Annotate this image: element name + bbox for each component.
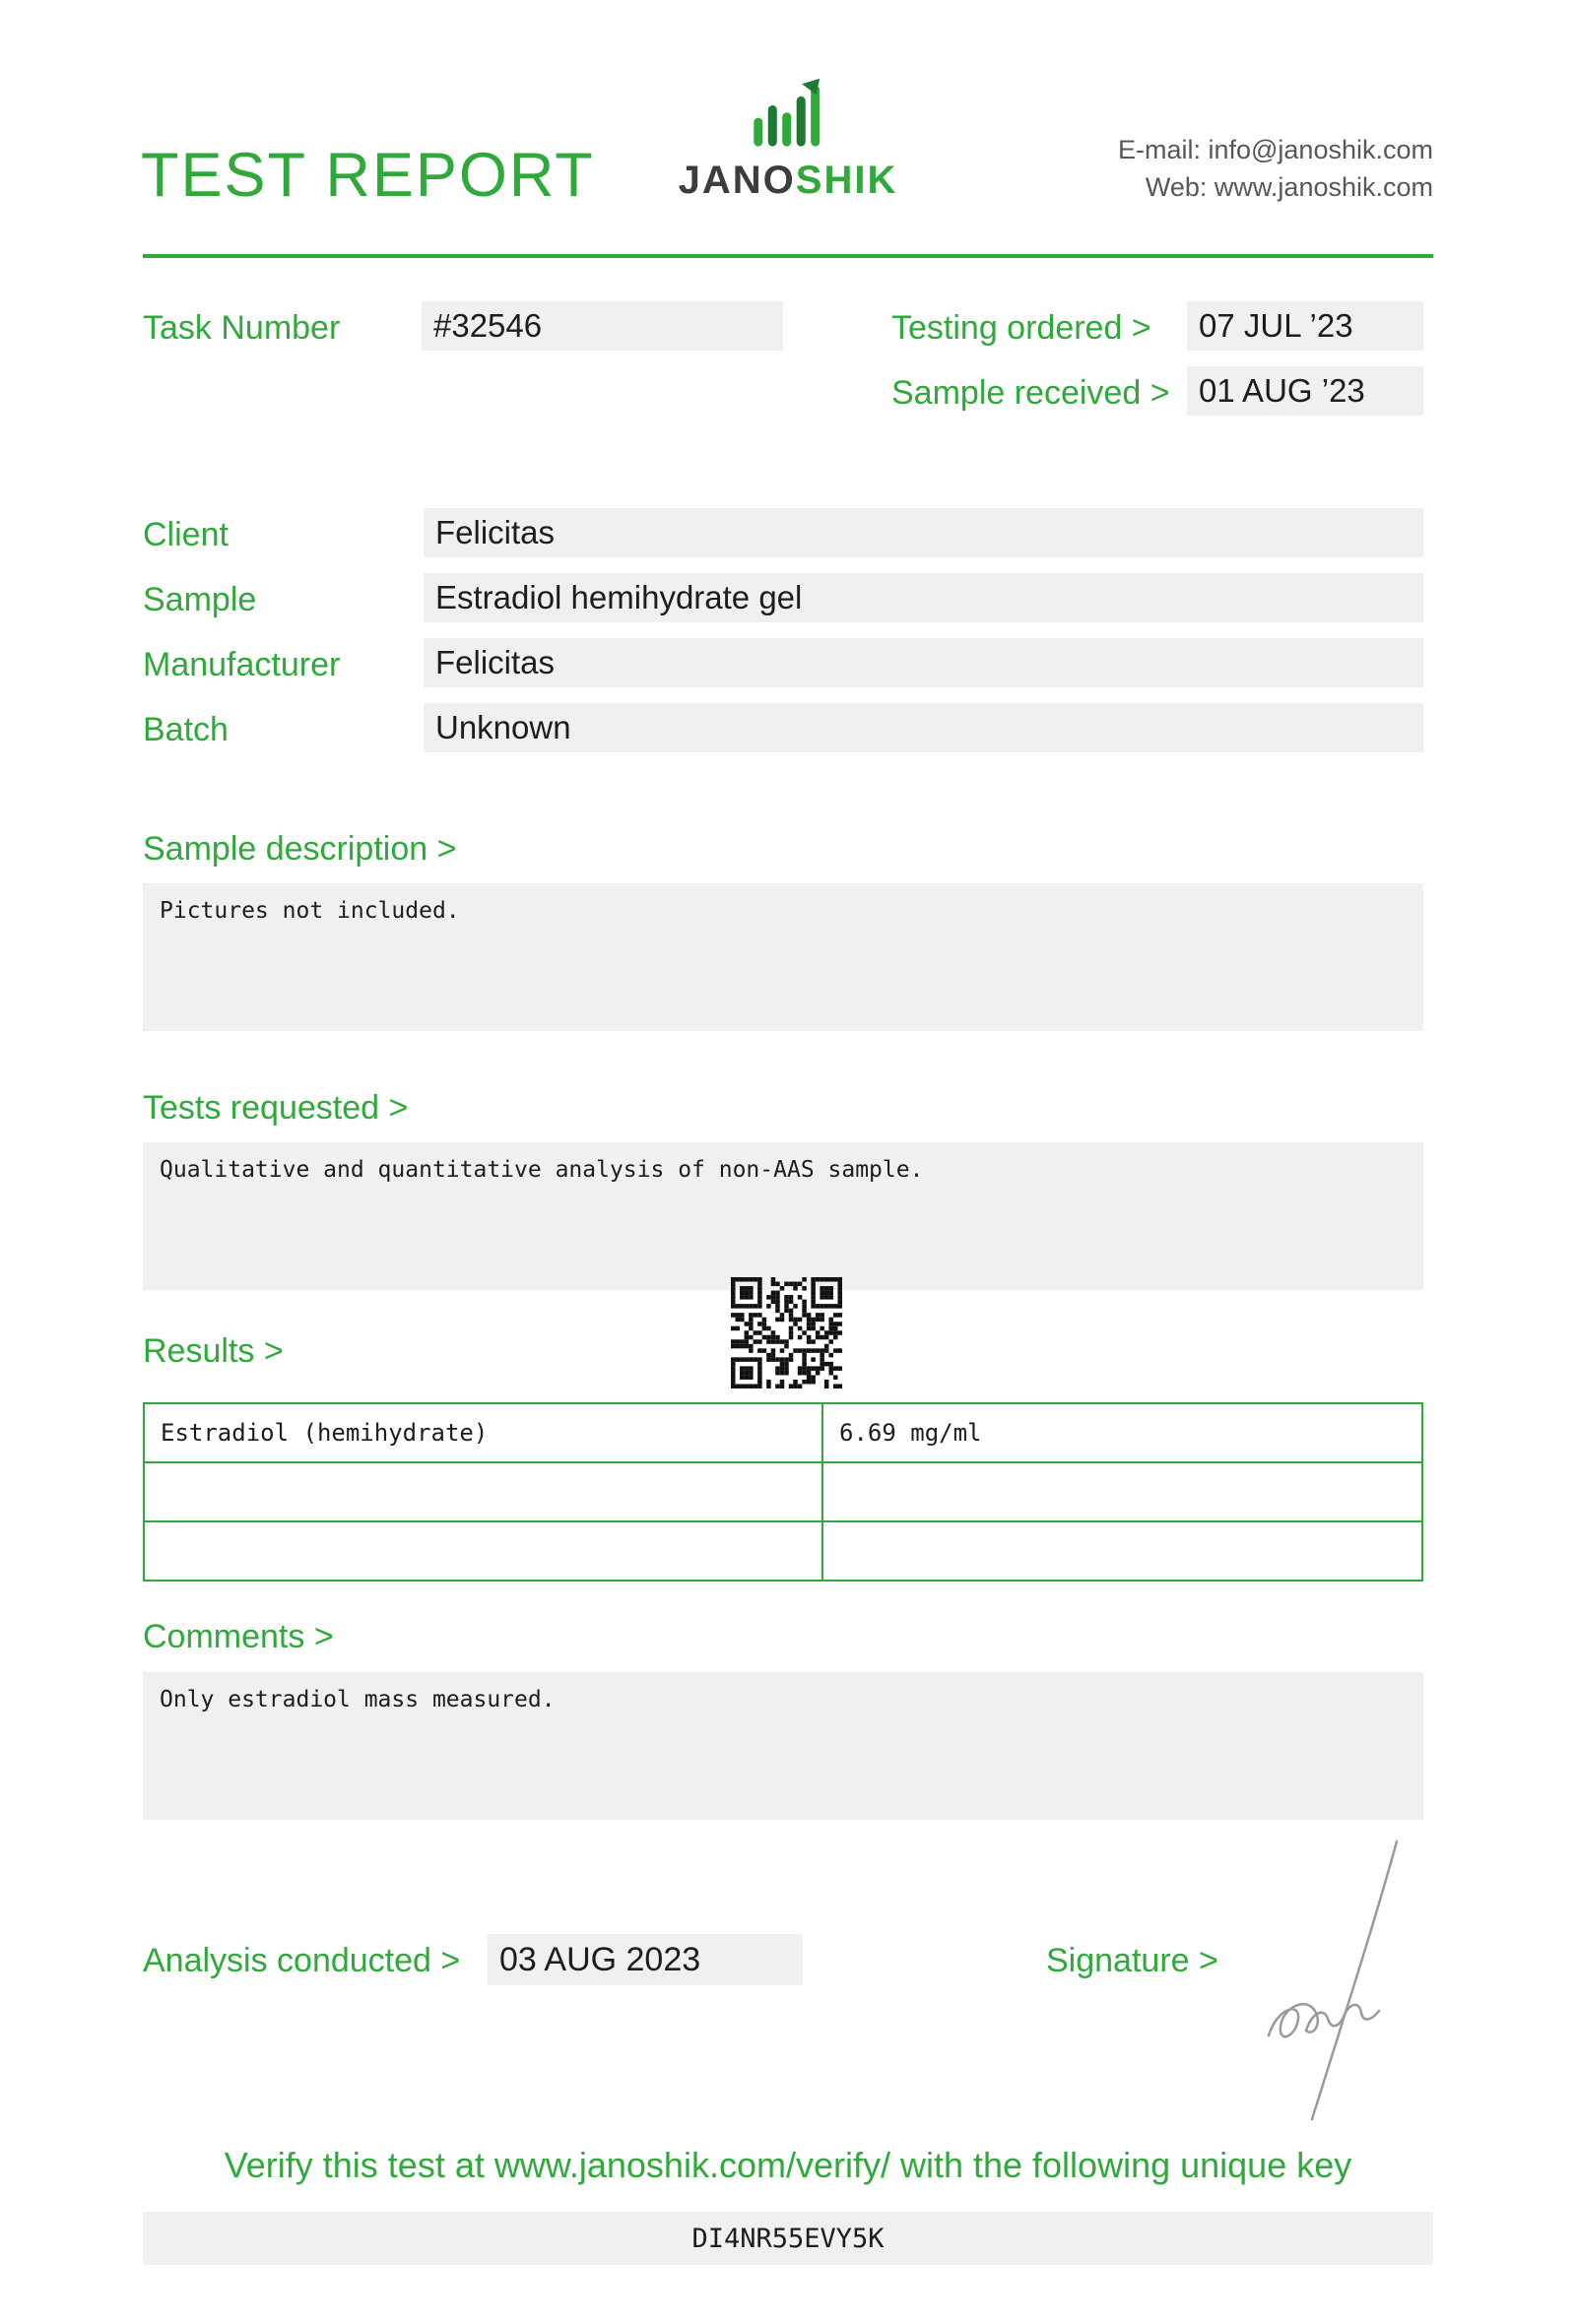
result-row bbox=[144, 1462, 1422, 1521]
email-line: E-mail: info@janoshik.com bbox=[1117, 135, 1433, 164]
detail-value-manufacturer: Felicitas bbox=[424, 638, 1423, 687]
contact-info bbox=[1118, 131, 1433, 206]
header-divider bbox=[143, 254, 1433, 258]
logo-chart-icon bbox=[745, 139, 831, 156]
result-row bbox=[144, 1403, 1422, 1462]
sample-description-box: Pictures not included. bbox=[143, 883, 1423, 1031]
detail-label-client: Client bbox=[143, 516, 229, 553]
result-value-cell bbox=[822, 1462, 1422, 1521]
web-line: Web: www.janoshik.com bbox=[1145, 172, 1433, 202]
unique-key-bar bbox=[143, 2212, 1433, 2265]
logo-text-shik: SHIK bbox=[795, 159, 898, 202]
tests-requested-box: Qualitative and quantitative analysis of non-AAS sample. bbox=[143, 1142, 1423, 1290]
company-logo bbox=[679, 77, 898, 203]
page-title: TEST REPORT bbox=[141, 141, 595, 210]
analysis-conducted-label: Analysis conducted > bbox=[143, 1942, 461, 1979]
logo-text-jano: JANO bbox=[678, 159, 796, 202]
tests-requested-heading: Tests requested > bbox=[143, 1089, 409, 1127]
sample-received-label: Sample received > bbox=[891, 374, 1170, 412]
qr-code bbox=[731, 1277, 842, 1388]
logo-text bbox=[679, 159, 898, 203]
task-number-label: Task Number bbox=[143, 309, 341, 347]
unique-key: DI4NR55EVY5K bbox=[691, 2223, 885, 2254]
result-name-cell bbox=[144, 1521, 822, 1581]
results-table bbox=[143, 1402, 1423, 1582]
verify-text: Verify this test at www.janoshik.com/verify/ with the following unique key bbox=[224, 2145, 1352, 2185]
detail-value-client: Felicitas bbox=[424, 508, 1423, 557]
detail-label-manufacturer: Manufacturer bbox=[143, 646, 341, 683]
testing-ordered-value: 07 JUL ’23 bbox=[1187, 301, 1423, 351]
result-value-cell bbox=[822, 1521, 1422, 1581]
sample-description-heading: Sample description > bbox=[143, 830, 457, 868]
testing-ordered-label: Testing ordered > bbox=[891, 309, 1151, 347]
result-row bbox=[144, 1521, 1422, 1581]
comments-box: Only estradiol mass measured. bbox=[143, 1672, 1423, 1820]
result-name-cell bbox=[144, 1462, 822, 1521]
detail-value-batch: Unknown bbox=[424, 703, 1423, 752]
comments-heading: Comments > bbox=[143, 1618, 334, 1655]
sample-received-value: 01 AUG ’23 bbox=[1187, 366, 1423, 416]
task-number-value: #32546 bbox=[422, 301, 783, 351]
signature-image bbox=[1249, 1834, 1426, 2129]
detail-label-sample: Sample bbox=[143, 581, 257, 618]
results-heading: Results > bbox=[143, 1332, 284, 1370]
detail-value-sample: Estradiol hemihydrate gel bbox=[424, 573, 1423, 622]
result-name-cell: Estradiol (hemihydrate) bbox=[144, 1403, 822, 1462]
analysis-conducted-value: 03 AUG 2023 bbox=[488, 1934, 803, 1985]
signature-label: Signature > bbox=[1046, 1942, 1218, 1979]
result-value-cell: 6.69 mg/ml bbox=[822, 1403, 1422, 1462]
detail-label-batch: Batch bbox=[143, 711, 229, 748]
